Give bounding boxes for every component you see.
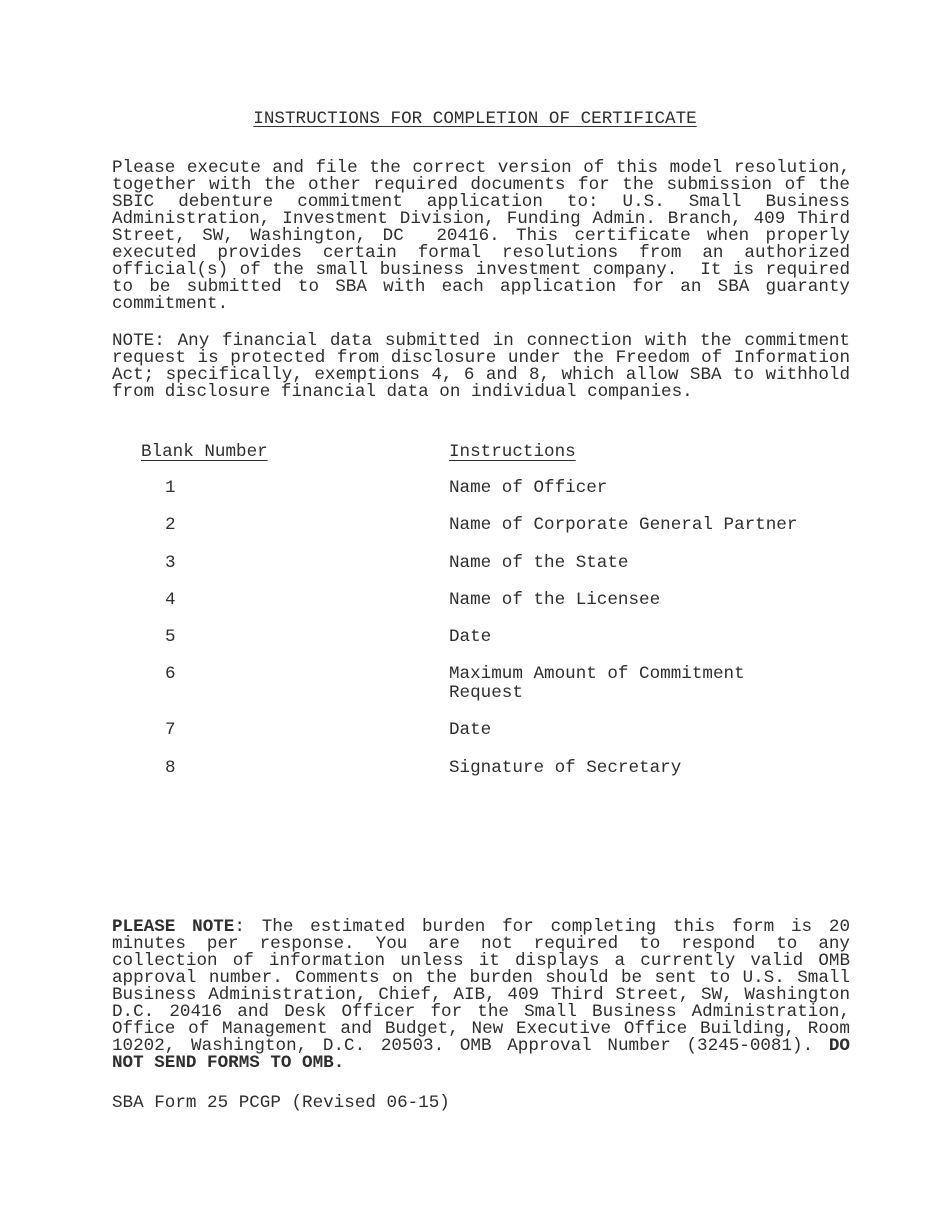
instruction-text: Name of Corporate General Partner xyxy=(449,515,798,535)
form-identifier: SBA Form 25 PCGP (Revised 06-15) xyxy=(112,1093,450,1113)
burden-notice-colon: : xyxy=(234,917,245,937)
document-title-text: INSTRUCTIONS FOR COMPLETION OF CERTIFICATE xyxy=(253,109,697,129)
blank-number: 1 xyxy=(165,478,176,498)
intro-paragraph: Please execute and file the correct version of this model resolution, together with the other required documents for the submission of the SBIC debenture commitment application to: U.S. Small Business Administration, Investment Division, Funding Admin. Branch, 409 Third Street, SW, Washington, DC 20416. This certificate when properly executed provides certain formal resolutions from an authorized official(s) of the small business investment company. It is required to be submitted to SBA with each application for an SBA guaranty commitment. xyxy=(112,158,850,314)
column-header-instructions: Instructions xyxy=(449,442,576,462)
column-header-blank-number: Blank Number xyxy=(141,442,268,462)
blank-number: 8 xyxy=(165,758,176,778)
instruction-text: Maximum Amount of Commitment Request xyxy=(449,664,745,703)
blank-number: 3 xyxy=(165,553,176,573)
instruction-text: Name of the State xyxy=(449,553,629,573)
blank-number: 4 xyxy=(165,590,176,610)
instruction-text: Name of the Licensee xyxy=(449,590,661,610)
burden-notice-warning: DO NOT SEND FORMS TO OMB. xyxy=(112,1036,850,1073)
document-title xyxy=(0,109,950,129)
blank-number: 2 xyxy=(165,515,176,535)
burden-notice-paragraph xyxy=(112,919,850,1072)
burden-notice-body: The estimated burden for completing this form is 20 minutes per response. You are not required to respond to any collection of information unless it displays a currently valid OMB approval number. Comments on the burden should be sent to U.S. Small Business Administration, Chief, AIB, 409 Third Street, SW, Washington D.C. 20416 and Desk Officer for the Small Business Administration, Office of Management and Budget, New Executive Office Building, Room 10202, Washington, D.C. 20503. OMB Approval Number (3245-0081). xyxy=(112,917,851,1056)
instruction-text: Name of Officer xyxy=(449,478,608,498)
instruction-text: Date xyxy=(449,720,492,740)
instruction-text: Date xyxy=(449,627,492,647)
foia-note-paragraph: NOTE: Any financial data submitted in connection with the commitment request is protected from disclosure under the Freedom of Information Act; specifically, exemptions 4, 6 and 8, which allow SBA to withhold from disclosure financial data on individual companies. xyxy=(112,331,850,402)
blank-number: 7 xyxy=(165,720,176,740)
blank-number: 6 xyxy=(165,664,176,684)
burden-notice-label: PLEASE NOTE xyxy=(112,917,235,937)
blank-number: 5 xyxy=(165,627,176,647)
instruction-text: Signature of Secretary xyxy=(449,758,682,778)
